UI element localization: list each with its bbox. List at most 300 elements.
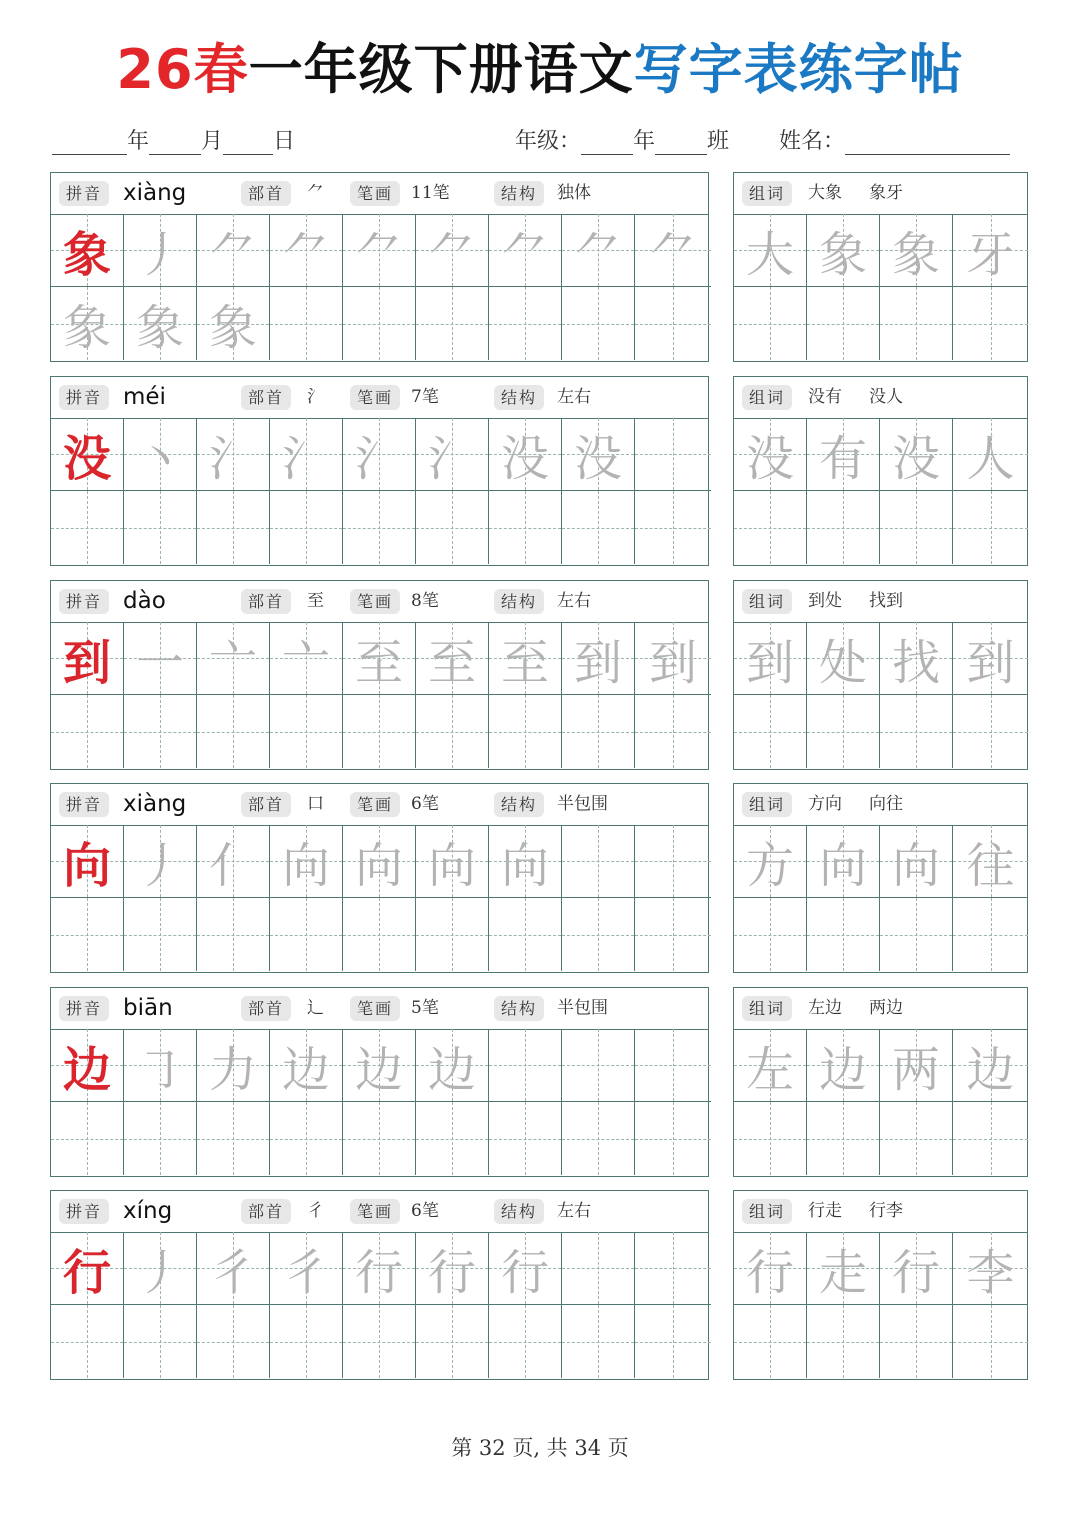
writing-cell[interactable] (51, 491, 124, 564)
structure-tag: 结构 (494, 1199, 544, 1224)
radical-tag: 部首 (241, 385, 291, 410)
writing-cell[interactable] (489, 1305, 562, 1378)
strokes-value: 7笔 (411, 387, 439, 407)
word-trace-character: 有 (818, 430, 867, 487)
writing-cell[interactable] (734, 622, 807, 695)
writing-cell[interactable] (562, 214, 635, 287)
year-blank[interactable] (52, 130, 127, 155)
writing-cell[interactable] (416, 1102, 489, 1175)
writing-cell[interactable] (635, 825, 711, 898)
stroke-step-character: 象 (135, 300, 184, 356)
stroke-step-character: 边 (354, 1041, 403, 1098)
writing-cell[interactable] (489, 491, 562, 564)
writing-cell[interactable] (807, 1305, 880, 1378)
writing-cell[interactable] (197, 695, 270, 768)
pinyin-tag: 拼音 (59, 996, 109, 1021)
writing-cell[interactable] (124, 287, 197, 360)
words-row (734, 581, 1027, 623)
writing-cell[interactable] (124, 1232, 197, 1305)
writing-cell[interactable] (562, 1102, 635, 1175)
character-block (50, 172, 1028, 362)
writing-cell[interactable] (51, 1305, 124, 1378)
writing-cell[interactable] (124, 1305, 197, 1378)
word-trace-character: 向 (818, 837, 867, 894)
words-panel (733, 1190, 1028, 1380)
writing-cell[interactable] (343, 1305, 416, 1378)
word-trace-character: 到 (745, 634, 794, 691)
writing-cell[interactable] (270, 1305, 343, 1378)
writing-cell[interactable] (489, 214, 562, 287)
writing-cell[interactable] (635, 1102, 711, 1175)
writing-cell[interactable] (197, 898, 270, 971)
writing-cell[interactable] (51, 1232, 124, 1305)
word-trace-character: 找 (891, 634, 940, 691)
pinyin-value: méi (123, 384, 166, 410)
stroke-step-character: ⺈ (427, 226, 476, 283)
word-trace-character: 没 (745, 430, 794, 487)
writing-cell[interactable] (124, 491, 197, 564)
writing-cell[interactable] (197, 1305, 270, 1378)
word-trace-character: 边 (966, 1041, 1015, 1098)
writing-cell[interactable] (197, 418, 270, 491)
writing-cell[interactable] (197, 287, 270, 360)
words-panel (733, 580, 1028, 770)
word-2: 向往 (869, 794, 903, 814)
writing-cell[interactable] (270, 898, 343, 971)
month-unit: 月 (201, 129, 224, 154)
stroke-step-character: 没 (500, 430, 549, 487)
words-row (734, 988, 1027, 1030)
writing-cell[interactable] (416, 825, 489, 898)
word-trace-character: 方 (745, 837, 794, 894)
writing-cell[interactable] (953, 287, 1028, 360)
word-1: 大象 (808, 183, 842, 203)
writing-cell[interactable] (343, 695, 416, 768)
radical-tag: 部首 (241, 792, 291, 817)
stroke-step-character: 亠 (208, 634, 257, 691)
writing-cell[interactable] (51, 287, 124, 360)
writing-cell[interactable] (416, 622, 489, 695)
writing-cell[interactable] (953, 1102, 1028, 1175)
writing-cell[interactable] (343, 622, 416, 695)
words-row (734, 784, 1027, 826)
writing-cell[interactable] (51, 695, 124, 768)
writing-cell[interactable] (489, 1029, 562, 1102)
word-trace-character: 象 (818, 226, 867, 283)
writing-cell[interactable] (880, 491, 953, 564)
writing-cell[interactable] (124, 825, 197, 898)
words-row (734, 1191, 1027, 1233)
writing-cell[interactable] (635, 1305, 711, 1378)
stroke-step-character: 氵 (208, 430, 257, 487)
writing-cell[interactable] (343, 418, 416, 491)
word-trace-character: 李 (966, 1244, 1015, 1301)
stroke-step-character: 边 (427, 1041, 476, 1098)
word-1: 方向 (808, 794, 842, 814)
writing-cell[interactable] (880, 695, 953, 768)
writing-cell[interactable] (734, 825, 807, 898)
writing-cell[interactable] (953, 1305, 1028, 1378)
strokes-tag: 笔画 (350, 792, 400, 817)
stroke-step-character: ⺈ (648, 226, 697, 283)
practice-panel (50, 580, 709, 770)
stroke-step-character: 力 (208, 1041, 257, 1098)
writing-cell[interactable] (880, 825, 953, 898)
date-field (52, 124, 295, 155)
writing-cell[interactable] (953, 898, 1028, 971)
pinyin-value: xiàng (123, 791, 187, 817)
writing-cell[interactable] (343, 491, 416, 564)
info-row (51, 1191, 708, 1233)
writing-cell[interactable] (953, 695, 1028, 768)
stroke-step-character: 彳 (208, 1244, 257, 1301)
writing-cell[interactable] (734, 898, 807, 971)
word-trace-character: 边 (818, 1041, 867, 1098)
grade-field (515, 124, 729, 155)
word-trace-character: 牙 (966, 226, 1015, 283)
structure-tag: 结构 (494, 589, 544, 614)
writing-cell[interactable] (635, 418, 711, 491)
writing-cell[interactable] (270, 214, 343, 287)
radical-value: 口 (307, 794, 324, 814)
writing-cell[interactable] (635, 898, 711, 971)
radical-tag: 部首 (241, 996, 291, 1021)
pinyin-tag: 拼音 (59, 792, 109, 817)
stroke-step-character: 向 (281, 837, 330, 894)
word-trace-character: 象 (891, 226, 940, 283)
stroke-step-character: 向 (427, 837, 476, 894)
info-row (51, 988, 708, 1030)
word-1: 左边 (808, 998, 842, 1018)
name-blank[interactable] (845, 130, 1010, 155)
writing-cell[interactable] (416, 695, 489, 768)
word-2: 找到 (869, 591, 903, 611)
radical-tag: 部首 (241, 1199, 291, 1224)
writing-cell[interactable] (880, 418, 953, 491)
writing-cell[interactable] (562, 825, 635, 898)
stroke-step-character: 一 (135, 634, 184, 691)
stroke-step-character: ⺈ (208, 226, 257, 283)
writing-cell[interactable] (807, 287, 880, 360)
writing-cell[interactable] (635, 491, 711, 564)
radical-value: 彳 (307, 1201, 324, 1221)
writing-cell[interactable] (807, 622, 880, 695)
stroke-step-character: 氵 (281, 430, 330, 487)
stroke-step-character: 向 (354, 837, 403, 894)
grade-unit: 年 (633, 129, 656, 154)
word-trace-character: 走 (818, 1244, 867, 1301)
stroke-step-character: 至 (354, 634, 403, 691)
structure-value: 半包围 (557, 794, 608, 814)
writing-cell[interactable] (124, 898, 197, 971)
page-footer: 第 32 页, 共 34 页 (451, 1436, 629, 1460)
words-tag: 组词 (742, 589, 792, 614)
writing-cell[interactable] (197, 1102, 270, 1175)
writing-cell[interactable] (343, 898, 416, 971)
writing-cell[interactable] (562, 898, 635, 971)
stroke-step-character: 象 (208, 300, 257, 356)
writing-cell[interactable] (270, 1029, 343, 1102)
character-block (50, 1190, 1028, 1380)
pinyin-value: dào (123, 588, 166, 614)
writing-cell[interactable] (635, 287, 711, 360)
writing-cell[interactable] (270, 418, 343, 491)
radical-value: ⺈ (307, 183, 324, 203)
writing-cell[interactable] (880, 622, 953, 695)
writing-cell[interactable] (197, 491, 270, 564)
stroke-step-character: 彳 (281, 1244, 330, 1301)
writing-cell[interactable] (51, 622, 124, 695)
radical-tag: 部首 (241, 181, 291, 206)
writing-cell[interactable] (416, 1029, 489, 1102)
writing-cell[interactable] (489, 1102, 562, 1175)
word-trace-character: 大 (745, 226, 794, 283)
writing-cell[interactable] (197, 622, 270, 695)
word-1: 行走 (808, 1201, 842, 1221)
writing-cell[interactable] (489, 1232, 562, 1305)
writing-cell[interactable] (343, 287, 416, 360)
writing-cell[interactable] (124, 695, 197, 768)
stroke-step-character: ⺈ (281, 226, 330, 283)
stroke-step-character: ⺈ (354, 226, 403, 283)
month-blank[interactable] (149, 130, 201, 155)
word-trace-character: 行 (745, 1244, 794, 1301)
stroke-step-character: 到 (573, 634, 622, 691)
writing-cell[interactable] (270, 695, 343, 768)
word-trace-character: 没 (891, 430, 940, 487)
words-panel (733, 172, 1028, 362)
writing-cell[interactable] (953, 418, 1028, 491)
words-tag: 组词 (742, 181, 792, 206)
writing-cell[interactable] (880, 898, 953, 971)
writing-cell[interactable] (807, 1102, 880, 1175)
writing-cell[interactable] (124, 1029, 197, 1102)
writing-cell[interactable] (416, 1305, 489, 1378)
writing-cell[interactable] (124, 418, 197, 491)
writing-cell[interactable] (562, 695, 635, 768)
writing-cell[interactable] (197, 825, 270, 898)
pinyin-tag: 拼音 (59, 385, 109, 410)
writing-cell[interactable] (880, 287, 953, 360)
writing-cell[interactable] (953, 1232, 1028, 1305)
name-label: 姓名： (779, 129, 846, 154)
writing-cell[interactable] (734, 287, 807, 360)
writing-cell[interactable] (562, 1232, 635, 1305)
writing-cell[interactable] (124, 622, 197, 695)
writing-cell[interactable] (734, 1232, 807, 1305)
info-row (51, 784, 708, 826)
writing-cell[interactable] (416, 214, 489, 287)
stroke-step-character: ⺈ (573, 226, 622, 283)
header-fields (52, 120, 1027, 154)
practice-panel (50, 987, 709, 1177)
writing-cell[interactable] (562, 1305, 635, 1378)
writing-cell[interactable] (734, 214, 807, 287)
writing-cell[interactable] (343, 825, 416, 898)
word-2: 没人 (869, 387, 903, 407)
writing-cell[interactable] (562, 1029, 635, 1102)
writing-cell[interactable] (270, 287, 343, 360)
writing-cell[interactable] (489, 695, 562, 768)
writing-cell[interactable] (734, 418, 807, 491)
writing-cell[interactable] (489, 622, 562, 695)
writing-cell[interactable] (880, 1305, 953, 1378)
pinyin-value: xíng (123, 1198, 173, 1224)
grade-blank[interactable] (581, 130, 633, 155)
pinyin-tag: 拼音 (59, 589, 109, 614)
strokes-tag: 笔画 (350, 385, 400, 410)
writing-cell[interactable] (489, 898, 562, 971)
writing-cell[interactable] (635, 1029, 711, 1102)
writing-cell[interactable] (124, 1102, 197, 1175)
writing-cell[interactable] (51, 1102, 124, 1175)
stroke-step-character: 氵 (354, 430, 403, 487)
writing-cell[interactable] (807, 695, 880, 768)
writing-cell[interactable] (635, 622, 711, 695)
writing-cell[interactable] (197, 1232, 270, 1305)
writing-cell[interactable] (562, 491, 635, 564)
word-1: 没有 (808, 387, 842, 407)
pinyin-value: biān (123, 995, 173, 1021)
word-1: 到处 (808, 591, 842, 611)
character-block (50, 580, 1028, 770)
writing-cell[interactable] (734, 1305, 807, 1378)
stroke-step-character: 氵 (427, 430, 476, 487)
writing-cell[interactable] (343, 1029, 416, 1102)
writing-cell[interactable] (416, 418, 489, 491)
structure-value: 左右 (557, 591, 591, 611)
writing-cell[interactable] (635, 695, 711, 768)
words-tag: 组词 (742, 1199, 792, 1224)
practice-panel (50, 172, 709, 362)
structure-tag: 结构 (494, 996, 544, 1021)
writing-cell[interactable] (416, 1232, 489, 1305)
writing-cell[interactable] (270, 1232, 343, 1305)
writing-cell[interactable] (124, 214, 197, 287)
writing-cell[interactable] (562, 287, 635, 360)
writing-cell[interactable] (807, 418, 880, 491)
strokes-tag: 笔画 (350, 181, 400, 206)
writing-cell[interactable] (807, 491, 880, 564)
stroke-step-character: 行 (500, 1244, 549, 1301)
class-unit: 班 (707, 129, 730, 154)
model-character: 到 (62, 634, 111, 691)
writing-cell[interactable] (51, 825, 124, 898)
stroke-step-character: 行 (354, 1244, 403, 1301)
words-row (734, 377, 1027, 419)
writing-cell[interactable] (635, 214, 711, 287)
writing-cell[interactable] (416, 287, 489, 360)
structure-tag: 结构 (494, 792, 544, 817)
writing-cell[interactable] (489, 418, 562, 491)
words-tag: 组词 (742, 792, 792, 817)
writing-cell[interactable] (734, 1029, 807, 1102)
writing-cell[interactable] (416, 491, 489, 564)
stroke-step-character: 亻 (208, 837, 257, 894)
writing-cell[interactable] (270, 1102, 343, 1175)
strokes-tag: 笔画 (350, 996, 400, 1021)
structure-value: 独体 (557, 183, 591, 203)
strokes-tag: 笔画 (350, 589, 400, 614)
writing-cell[interactable] (562, 418, 635, 491)
writing-cell[interactable] (51, 1029, 124, 1102)
writing-cell[interactable] (270, 622, 343, 695)
structure-tag: 结构 (494, 181, 544, 206)
structure-tag: 结构 (494, 385, 544, 410)
strokes-value: 6笔 (411, 794, 439, 814)
writing-cell[interactable] (51, 418, 124, 491)
class-blank[interactable] (655, 130, 707, 155)
writing-cell[interactable] (270, 825, 343, 898)
model-character: 行 (62, 1244, 111, 1301)
writing-cell[interactable] (197, 1029, 270, 1102)
stroke-step-character: 丿 (135, 1244, 184, 1301)
writing-cell[interactable] (270, 491, 343, 564)
writing-cell[interactable] (880, 214, 953, 287)
writing-cell[interactable] (734, 1102, 807, 1175)
title-type: 写字表练字帖 (633, 38, 964, 101)
writing-cell[interactable] (343, 214, 416, 287)
day-blank[interactable] (223, 130, 273, 155)
writing-cell[interactable] (343, 1232, 416, 1305)
stroke-step-character: 至 (427, 634, 476, 691)
stroke-step-character: ⺈ (500, 226, 549, 283)
writing-cell[interactable] (343, 1102, 416, 1175)
writing-cell[interactable] (197, 214, 270, 287)
writing-cell[interactable] (489, 287, 562, 360)
writing-cell[interactable] (51, 898, 124, 971)
pinyin-tag: 拼音 (59, 181, 109, 206)
writing-cell[interactable] (734, 695, 807, 768)
model-character: 没 (62, 430, 111, 487)
strokes-value: 11笔 (411, 183, 450, 203)
writing-cell[interactable] (880, 1232, 953, 1305)
writing-cell[interactable] (562, 622, 635, 695)
writing-cell[interactable] (953, 622, 1028, 695)
writing-cell[interactable] (734, 491, 807, 564)
writing-cell[interactable] (416, 898, 489, 971)
writing-cell[interactable] (489, 825, 562, 898)
writing-cell[interactable] (953, 491, 1028, 564)
writing-cell[interactable] (635, 1232, 711, 1305)
writing-cell[interactable] (953, 214, 1028, 287)
writing-cell[interactable] (953, 1029, 1028, 1102)
title-term: 26春 (116, 38, 249, 101)
writing-cell[interactable] (807, 1029, 880, 1102)
day-unit: 日 (273, 129, 296, 154)
stroke-step-character: 没 (573, 430, 622, 487)
words-panel (733, 783, 1028, 973)
word-trace-character: 行 (891, 1244, 940, 1301)
writing-cell[interactable] (807, 825, 880, 898)
writing-cell[interactable] (51, 214, 124, 287)
writing-cell[interactable] (953, 825, 1028, 898)
words-tag: 组词 (742, 996, 792, 1021)
word-2: 行李 (869, 1201, 903, 1221)
strokes-value: 6笔 (411, 1201, 439, 1221)
writing-cell[interactable] (880, 1029, 953, 1102)
word-2: 两边 (869, 998, 903, 1018)
writing-cell[interactable] (807, 1232, 880, 1305)
stroke-step-character: 丶 (135, 430, 184, 487)
model-character: 向 (62, 837, 111, 894)
writing-cell[interactable] (807, 214, 880, 287)
words-panel (733, 376, 1028, 566)
info-row (51, 581, 708, 623)
writing-cell[interactable] (880, 1102, 953, 1175)
word-trace-character: 左 (745, 1041, 794, 1098)
writing-cell[interactable] (807, 898, 880, 971)
